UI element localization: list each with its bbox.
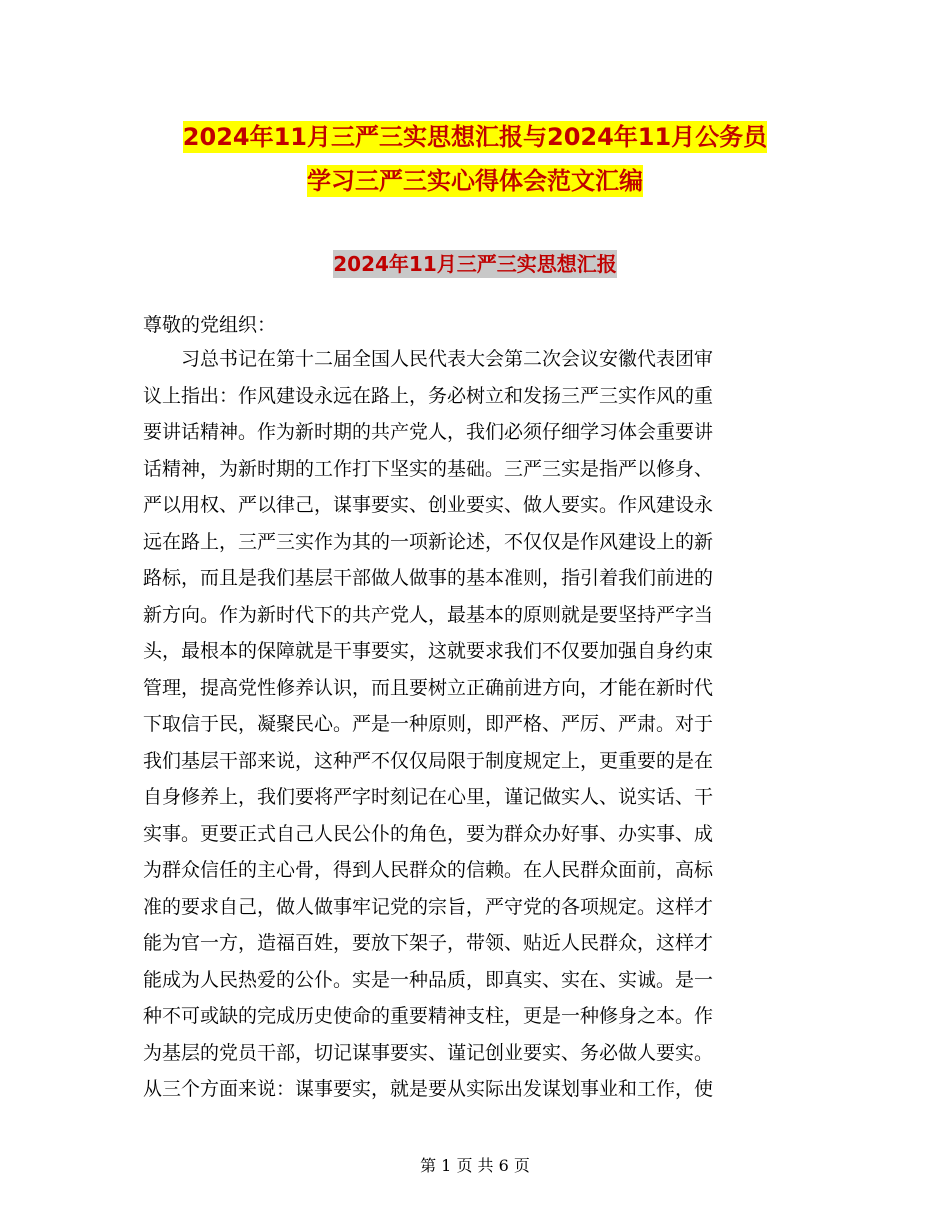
section-title-text: 2024年11月三严三实思想汇报 [333, 252, 617, 276]
page-footer: 第 1 页 共 6 页 [420, 1156, 530, 1175]
body-line: 严以用权、严以律己，谋事要实、创业要实、做人要实。作风建设永 [143, 494, 714, 516]
body-line: 能成为人民热爱的公仆。实是一种品质，即真实、实在、实诚。是一 [143, 968, 714, 991]
body-line: 准的要求自己，做人做事牢记党的宗旨，严守党的各项规定。这样才 [143, 895, 714, 918]
body-line: 实事。更要正式自己人民公仆的角色，要为群众办好事、办实事、成 [143, 822, 714, 845]
document-title-line-1 [0, 117, 950, 152]
body-paragraph [143, 341, 803, 1108]
body-line: 我们基层干部来说，这种严不仅仅局限于制度规定上，更重要的是在 [143, 749, 714, 772]
body-line: 新方向。作为新时代下的共产党人，最基本的原则就是要坚持严字当 [143, 603, 714, 626]
body-line: 为基层的党员干部，切记谋事要实、谨记创业要实、务必做人要实。 [143, 1041, 714, 1064]
body-line: 为群众信任的主心骨，得到人民群众的信赖。在人民群众面前，高标 [143, 859, 714, 881]
title-highlight-2: 学习三严三实心得体会范文汇编 [307, 167, 643, 195]
body-line: 下取信于民，凝聚民心。严是一种原则，即严格、严厉、严肃。对于 [143, 713, 714, 735]
body-line: 路标，而且是我们基层干部做人做事的基本准则，指引着我们前进的 [143, 567, 714, 589]
section-title [0, 248, 950, 277]
body-line: 能为官一方，造福百姓，要放下架子，带领、贴近人民群众，这样才 [143, 932, 714, 954]
body-line: 头，最根本的保障就是干事要实，这就要求我们不仅要加强自身约束 [143, 640, 714, 662]
body-line: 从三个方面来说：谋事要实，就是要从实际出发谋划事业和工作，使 [143, 1078, 714, 1100]
body-line: 种不可或缺的完成历史使命的重要精神支柱，更是一种修身之本。作 [143, 1005, 714, 1027]
body-line: 话精神，为新时期的工作打下坚实的基础。三严三实是指严以修身、 [143, 457, 714, 480]
body-line: 要讲话精神。作为新时期的共产党人，我们必须仔细学习体会重要讲 [143, 421, 714, 443]
body-line: 自身修养上，我们要将严字时刻记在心里，谨记做实人、说实话、干 [143, 786, 714, 808]
title-highlight-1: 2024年11月三严三实思想汇报与2024年11月公务员 [182, 123, 768, 151]
salutation: 尊敬的党组织： [143, 314, 277, 336]
document-title-line-2 [0, 161, 950, 196]
body-line: 管理，提高党性修养认识，而且要树立正确前进方向，才能在新时代 [143, 676, 714, 699]
body-line: 习总书记在第十二届全国人民代表大会第二次会议安徽代表团审 [143, 348, 714, 370]
body-line: 议上指出：作风建设永远在路上，务必树立和发扬三严三实作风的重 [143, 384, 714, 407]
body-line: 远在路上，三严三实作为其的一项新论述，不仅仅是作风建设上的新 [143, 530, 714, 553]
